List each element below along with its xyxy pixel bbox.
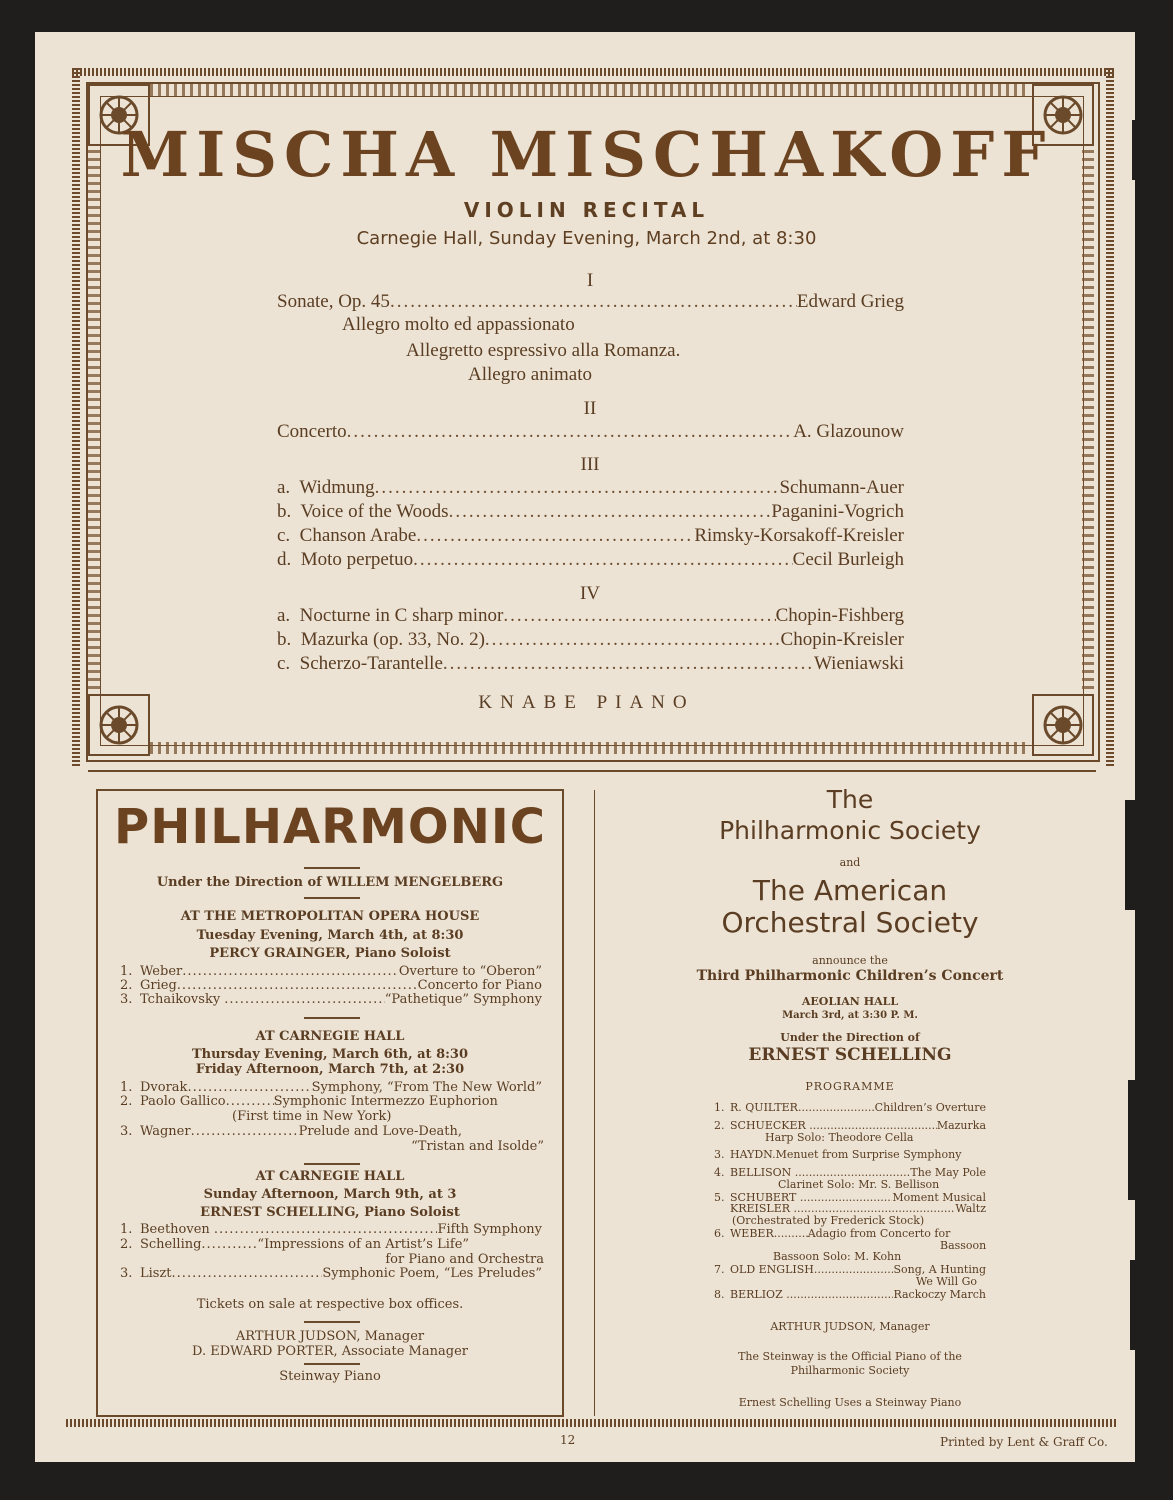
program-note: “Tristan and Isolde” <box>411 1139 544 1154</box>
item-work: Rackoczy March <box>893 1288 986 1301</box>
item-composer: Weber <box>140 964 183 979</box>
program-composer: Cecil Burleigh <box>792 549 904 570</box>
item-composer: Grieg <box>140 978 177 993</box>
program-work: a. Nocturne in C sharp minor <box>277 605 504 626</box>
item-work: Overture to “Oberon” <box>398 964 542 979</box>
item-composer: Schelling <box>140 1237 202 1252</box>
program-note: Bassoon <box>940 1239 987 1252</box>
vertical-rule <box>594 790 595 1416</box>
program-item <box>714 1289 986 1301</box>
item-number: 3. <box>120 992 133 1007</box>
program-item <box>120 1238 542 1252</box>
leader-dots <box>485 628 781 652</box>
horizontal-rule <box>88 770 1096 772</box>
program-composer: Paganini-Vogrich <box>771 501 904 522</box>
schelling-piano-note: Ernest Schelling Uses a Steinway Piano <box>738 1396 962 1409</box>
program-work: b. Mazurka (op. 33, No. 2) <box>277 629 485 650</box>
item-number: 8. <box>714 1288 725 1301</box>
item-work: Prelude and Love-Death, <box>298 1124 462 1139</box>
leader-dots <box>191 1125 299 1139</box>
item-work: Adagio from Concerto for <box>807 1227 951 1240</box>
society-title: The American <box>752 874 948 907</box>
society-title: Philharmonic Society <box>719 816 981 845</box>
program-work: a. Widmung <box>277 477 375 498</box>
item-composer: OLD ENGLISH <box>730 1263 814 1276</box>
program-work: Sonate, Op. 45 <box>277 291 390 312</box>
leader-dots <box>798 1102 875 1114</box>
leader-dots <box>172 1267 323 1281</box>
item-number: 2. <box>120 1237 133 1252</box>
item-number: 1. <box>714 1101 725 1114</box>
program-work: b. Voice of the Woods <box>277 501 449 522</box>
program-note: We Will Go <box>916 1275 977 1288</box>
torn-edge <box>1130 1260 1155 1350</box>
program-item <box>120 1223 542 1237</box>
recital-subtitle: VIOLIN RECITAL <box>463 198 710 222</box>
dotted-border-top <box>72 68 1114 76</box>
item-work: Symphony, “From The New World” <box>311 1080 542 1095</box>
program-composer: Rimsky-Korsakoff-Kreisler <box>694 525 904 546</box>
program-item <box>714 1149 986 1161</box>
society-title: Orchestral Society <box>721 906 979 939</box>
program-item <box>120 979 542 993</box>
movement: Allegretto espressivo alla Romanza. <box>406 340 681 361</box>
program-composer: A. Glazounow <box>793 421 904 442</box>
program-composer: Edward Grieg <box>796 291 904 312</box>
program-item <box>714 1102 986 1114</box>
section-numeral: IV <box>579 583 601 604</box>
vine-border-bottom <box>150 742 1030 754</box>
item-number <box>714 1203 730 1215</box>
announce-text: announce the <box>812 954 888 967</box>
program-work: Concerto <box>277 421 347 442</box>
item-number: 2. <box>120 1094 133 1109</box>
associate-manager: D. EDWARD PORTER, Associate Manager <box>192 1344 468 1359</box>
item-work: Song, A Hunting <box>893 1263 986 1276</box>
philharmonic-title: PHILHARMONIC <box>114 799 546 855</box>
venue-heading: AT THE METROPOLITAN OPERA HOUSE <box>180 909 480 924</box>
item-number: 4. <box>714 1166 725 1179</box>
divider <box>304 1321 360 1323</box>
program-composer: Chopin-Kreisler <box>780 629 904 650</box>
concert-date: Friday Afternoon, March 7th, at 2:30 <box>195 1062 465 1077</box>
program-item <box>120 1095 542 1109</box>
venue-heading: AT CARNEGIE HALL <box>255 1029 405 1044</box>
leader-dots <box>375 476 780 500</box>
leader-dots <box>347 420 794 444</box>
manager: ARTHUR JUDSON, Manager <box>770 1320 930 1333</box>
item-number: 3. <box>120 1124 133 1139</box>
steinway-note: Philharmonic Society <box>790 1364 910 1377</box>
program-composer: Chopin-Fishberg <box>775 605 904 626</box>
leader-dots <box>503 604 775 628</box>
item-number: 1. <box>120 1222 133 1237</box>
program-item <box>277 420 904 444</box>
item-work: Moment Musical <box>892 1191 986 1204</box>
program-note: Bassoon Solo: M. Kohn <box>773 1250 902 1263</box>
conductor-name: ERNEST SCHELLING <box>748 1045 952 1065</box>
philharmonic-ad <box>96 789 564 1417</box>
program-item <box>277 290 904 314</box>
concert-title: Third Philharmonic Children’s Concert <box>696 968 1004 984</box>
item-composer: Tchaikovsky <box>140 992 225 1007</box>
leader-dots <box>182 965 399 979</box>
program-work: c. Chanson Arabe <box>277 525 417 546</box>
section-numeral: III <box>580 454 600 475</box>
program-composer: Wieniawski <box>814 653 904 674</box>
item-work: Menuet from Surprise Symphony <box>775 1148 962 1161</box>
item-number: 1. <box>120 964 133 979</box>
item-work: “Impressions of an Artist’s Life” <box>257 1237 470 1252</box>
steinway-note: The Steinway is the Official Piano of the <box>738 1350 962 1363</box>
tickets-note: Tickets on sale at respective box offices. <box>196 1297 464 1312</box>
leader-dots <box>226 1095 274 1109</box>
divider <box>304 897 360 899</box>
page-number: 12 <box>560 1433 576 1447</box>
program-item <box>277 500 904 524</box>
leader-dots <box>187 1081 311 1095</box>
leader-dots <box>224 993 384 1007</box>
movement: Allegro molto ed appassionato <box>342 314 575 335</box>
item-number: 2. <box>120 978 133 993</box>
torn-edge <box>1125 800 1155 910</box>
item-work: Concerto for Piano <box>417 978 542 993</box>
program-composer: Schumann-Auer <box>779 477 904 498</box>
item-composer: Paolo Gallico <box>140 1094 226 1109</box>
leader-dots <box>416 524 694 548</box>
soloist: ERNEST SCHELLING, Piano Soloist <box>200 1205 460 1220</box>
recital-venue: Carnegie Hall, Sunday Evening, March 2nd, at 8:30 <box>356 228 817 249</box>
item-number: 7. <box>714 1263 725 1276</box>
concert-date: Tuesday Evening, March 4th, at 8:30 <box>196 928 464 943</box>
item-composer: Liszt <box>140 1266 172 1281</box>
program-item <box>277 476 904 500</box>
program-note: for Piano and Orchestra <box>385 1252 544 1267</box>
item-work: Fifth Symphony <box>437 1222 542 1237</box>
item-number: 3. <box>120 1266 133 1281</box>
leader-dots <box>177 979 418 993</box>
program-item <box>277 652 904 676</box>
programme-heading: PROGRAMME <box>805 1080 895 1093</box>
item-composer: Wagner <box>140 1124 191 1139</box>
piano-credit: Steinway Piano <box>279 1369 381 1384</box>
dotted-border-bottom <box>66 1419 1116 1427</box>
divider <box>304 1363 360 1365</box>
item-number: 3. <box>714 1148 725 1161</box>
item-work: “Pathetique” Symphony <box>384 992 542 1007</box>
item-composer: KREISLER <box>730 1202 794 1215</box>
item-number: 1. <box>120 1080 133 1095</box>
society-title: The <box>826 785 874 814</box>
item-work: Symphonic Poem, “Les Preludes” <box>322 1266 542 1281</box>
leader-dots <box>390 290 797 314</box>
divider <box>304 1017 360 1019</box>
item-number: 6. <box>714 1227 725 1240</box>
program-note: (Orchestrated by Frederick Stock) <box>732 1214 925 1227</box>
leader-dots <box>774 1228 808 1240</box>
concert-venue: AEOLIAN HALL <box>801 995 899 1008</box>
leader-dots <box>443 652 814 676</box>
concert-date: March 3rd, at 3:30 P. M. <box>782 1010 918 1021</box>
program-work: d. Moto perpetuo <box>277 549 414 570</box>
program-note: Clarinet Solo: Mr. S. Bellison <box>778 1178 940 1191</box>
program-item <box>120 1267 542 1281</box>
leader-dots <box>201 1238 257 1252</box>
item-number: 2. <box>714 1119 725 1132</box>
program-item <box>120 1081 542 1095</box>
soloist: PERCY GRAINGER, Piano Soloist <box>209 946 451 961</box>
program-item <box>120 1125 542 1139</box>
divider <box>304 1163 360 1165</box>
item-composer: SCHUECKER <box>730 1119 810 1132</box>
item-composer: BELLISON <box>730 1166 795 1179</box>
item-work: The May Pole <box>910 1166 986 1179</box>
concert-date: Sunday Afternoon, March 9th, at 3 <box>203 1187 457 1202</box>
direction-label: Under the Direction of <box>780 1031 920 1044</box>
leader-dots <box>214 1223 438 1237</box>
item-work: Symphonic Intermezzo Euphorion <box>273 1094 498 1109</box>
venue-heading: AT CARNEGIE HALL <box>255 1169 405 1184</box>
leader-dots <box>449 500 772 524</box>
divider <box>304 867 360 869</box>
leader-dots <box>786 1289 893 1301</box>
leader-dots <box>814 1264 894 1276</box>
piano-credit: KNABE PIANO <box>478 692 695 713</box>
printer-credit: Printed by Lent & Graff Co. <box>940 1435 1108 1449</box>
item-number: 5. <box>714 1191 725 1204</box>
item-composer: HAYDN. <box>730 1148 776 1161</box>
movement: Allegro animato <box>468 364 592 385</box>
leader-dots <box>413 548 793 572</box>
item-work: Waltz <box>955 1202 986 1215</box>
program-item <box>120 993 542 1007</box>
item-work: Mazurka <box>936 1119 986 1132</box>
program-item <box>277 604 904 628</box>
torn-edge <box>1128 1080 1158 1200</box>
section-numeral: II <box>583 398 597 419</box>
item-composer: SCHUBERT <box>730 1191 800 1204</box>
item-composer: WEBER <box>730 1227 774 1240</box>
item-composer: R. QUILTER <box>730 1101 798 1114</box>
program-note: (First time in New York) <box>232 1109 392 1124</box>
program-item <box>277 548 904 572</box>
conjunction: and <box>839 856 861 869</box>
program-note: Harp Solo: Theodore Cella <box>765 1131 914 1144</box>
manager: ARTHUR JUDSON, Manager <box>235 1329 425 1344</box>
program-item <box>120 965 542 979</box>
program-work: c. Scherzo-Tarantelle <box>277 653 443 674</box>
recital-title: MISCHA MISCHAKOFF <box>120 118 1053 191</box>
item-composer: BERLIOZ <box>730 1288 787 1301</box>
program-item <box>277 524 904 548</box>
program-item <box>277 628 904 652</box>
item-work: Children’s Overture <box>874 1101 986 1114</box>
item-composer: Dvorak <box>140 1080 188 1095</box>
philharmonic-direction: Under the Direction of WILLEM MENGELBERG <box>156 875 504 890</box>
item-composer: Beethoven <box>140 1222 214 1237</box>
concert-date: Thursday Evening, March 6th, at 8:30 <box>191 1047 469 1062</box>
section-numeral: I <box>586 270 594 291</box>
vine-border-top <box>150 84 1030 96</box>
